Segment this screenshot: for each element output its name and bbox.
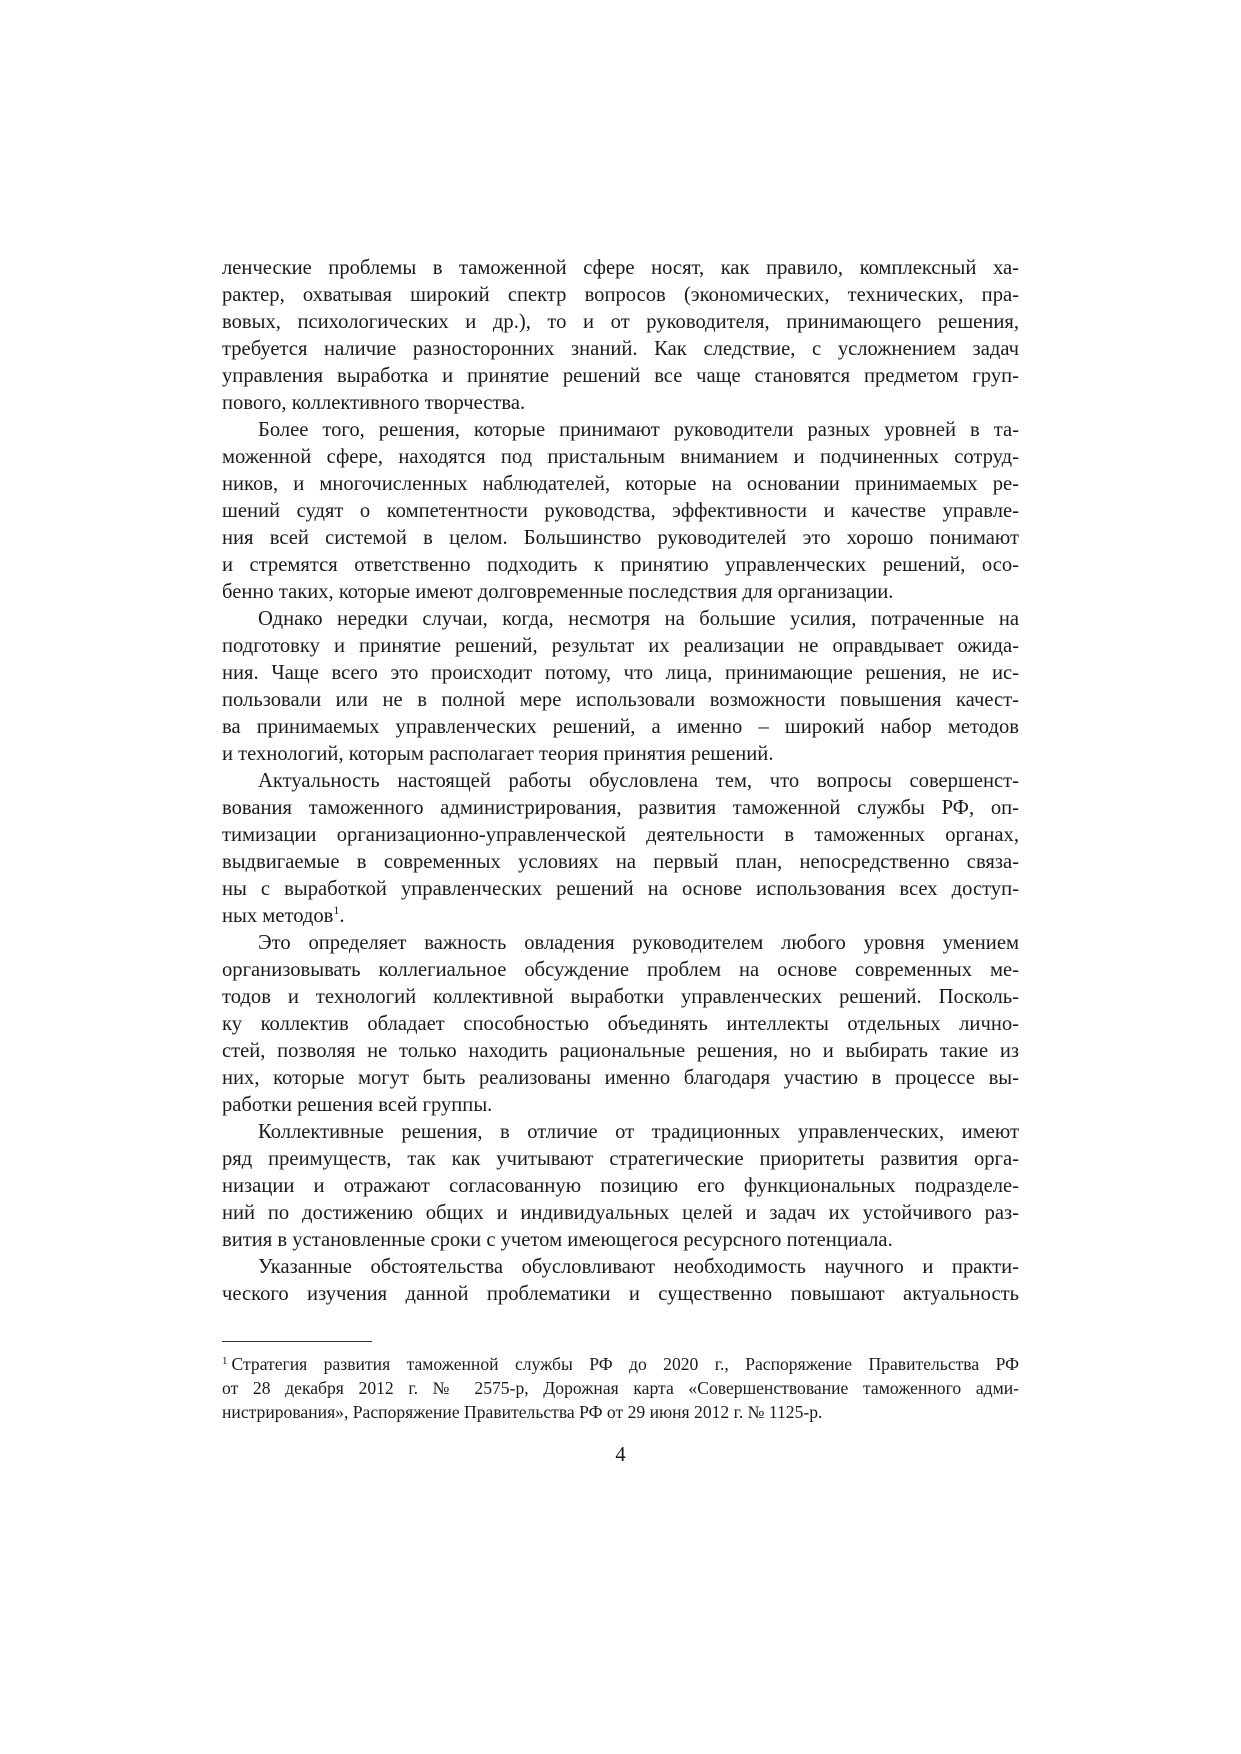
paragraph [222,930,1019,1119]
footnote-reference[interactable]: 1 [333,903,340,917]
text-line: Коллективные решения, в отличие от традиционных управленческих, имеют [258,1121,1019,1143]
text-line: вития в установленные сроки с учетом имеющегося ресурсного потенциала. [222,1229,893,1251]
text-line: подготовку и принятие решений, результат их реализации не оправдывает ожида- [222,635,1019,657]
text-line: ны с выработкой управленческих решений на основе использования всех доступ- [222,878,1019,900]
text-line: тодов и технологий коллективной выработки управленческих решений. Посколь- [222,986,1019,1008]
text-line: ряд преимуществ, так как учитывают стратегические приоритеты развития орга- [222,1148,1019,1170]
text-line: и стремятся ответственно подходить к принятию управленческих решений, осо- [222,554,1019,576]
paragraph [222,768,1019,930]
main-text [222,255,1019,1308]
text-line: пользовали или не в полной мере использовали возможности повышения качест- [222,689,1019,711]
text-line: стей, позволяя не только находить рациональные решения, но и выбирать такие из [222,1040,1019,1062]
paragraph [222,417,1019,606]
paragraph [222,606,1019,768]
footnote-line-content: Стратегия развития таможенной службы РФ до 2020 г., Распоряжение Правительства РФ [231,1354,1019,1374]
text-line: выдвигаемые в современных условиях на первый план, непосредственно связа- [222,851,1019,873]
text-line: пового, коллективного творчества. [222,392,526,414]
text-line: моженной сфере, находятся под пристальным вниманием и подчиненных сотруд- [222,446,1019,468]
text-line: них, которые могут быть реализованы именно благодаря участию в процессе вы- [222,1067,1019,1089]
footnote-block [222,1352,1019,1424]
text-line-tail: . [339,905,345,927]
text-line-content: ных методов [222,905,334,927]
text-line: Указанные обстоятельства обусловливают необходимость научного и практи- [258,1256,1019,1278]
footnote-separator [222,1341,372,1342]
page-number: 4 [615,1444,626,1466]
paragraph [222,255,1019,417]
text-line: вования таможенного администрирования, развития таможенной службы РФ, оп- [222,797,1019,819]
text-line: ния. Чаще всего это происходит потому, что лица, принимающие решения, не ис- [222,662,1019,684]
footnote-line: от 28 декабря 2012 г. № 2575-р, Дорожная карта «Совершенствование таможенного адми- [222,1378,1019,1398]
text-line: рактер, охватывая широкий спектр вопросов (экономических, технических, пра- [222,284,1019,306]
footnote-line: нистрирования», Распоряжение Правительства РФ от 29 июня 2012 г. № 1125-р. [222,1402,823,1422]
text-line: работки решения всей группы. [222,1094,493,1116]
text-line: Более того, решения, которые принимают руководители разных уровней в та- [258,419,1019,441]
text-line: требуется наличие разносторонних знаний. Как следствие, с усложнением задач [222,338,1019,360]
text-line: ников, и многочисленных наблюдателей, которые на основании принимаемых ре- [222,473,1019,495]
footnote-line [222,1352,1019,1376]
text-line: тимизации организационно-управленческой деятельности в таможенных органах, [222,824,1019,846]
text-line: ва принимаемых управленческих решений, а именно – широкий набор методов [222,716,1019,738]
text-line: организовывать коллегиальное обсуждение проблем на основе современных ме- [222,959,1019,981]
text-line: ческого изучения данной проблематики и существенно повышают актуальность [222,1283,1019,1305]
footnote-marker: 1 [222,1355,228,1367]
text-line: ний по достижению общих и индивидуальных целей и задач их устойчивого раз- [222,1202,1019,1224]
text-line: шений судят о компетентности руководства, эффективности и качестве управле- [222,500,1019,522]
text-line: низации и отражают согласованную позицию его функциональных подразделе- [222,1175,1019,1197]
text-line: и технологий, которым располагает теория принятия решений. [222,743,774,765]
text-line: Однако нередки случаи, когда, несмотря на большие усилия, потраченные на [258,608,1019,630]
text-line: ния всей системой в целом. Большинство руководителей это хорошо понимают [222,527,1019,549]
text-line: управления выработка и принятие решений все чаще становятся предметом груп- [222,365,1019,387]
text-line: ленческие проблемы в таможенной сфере носят, как правило, комплексный ха- [222,257,1019,279]
paragraph [222,1119,1019,1254]
text-line: Это определяет важность овладения руководителем любого уровня умением [258,932,1019,954]
text-line: Актуальность настоящей работы обусловлена тем, что вопросы совершенст- [258,770,1019,792]
text-line: бенно таких, которые имеют долговременные последствия для организации. [222,581,894,603]
paragraph [222,1254,1019,1308]
text-line [222,903,1019,930]
text-line: вовых, психологических и др.), то и от руководителя, принимающего решения, [222,311,1019,333]
text-line: ку коллектив обладает способностью объединять интеллекты отдельных лично- [222,1013,1019,1035]
